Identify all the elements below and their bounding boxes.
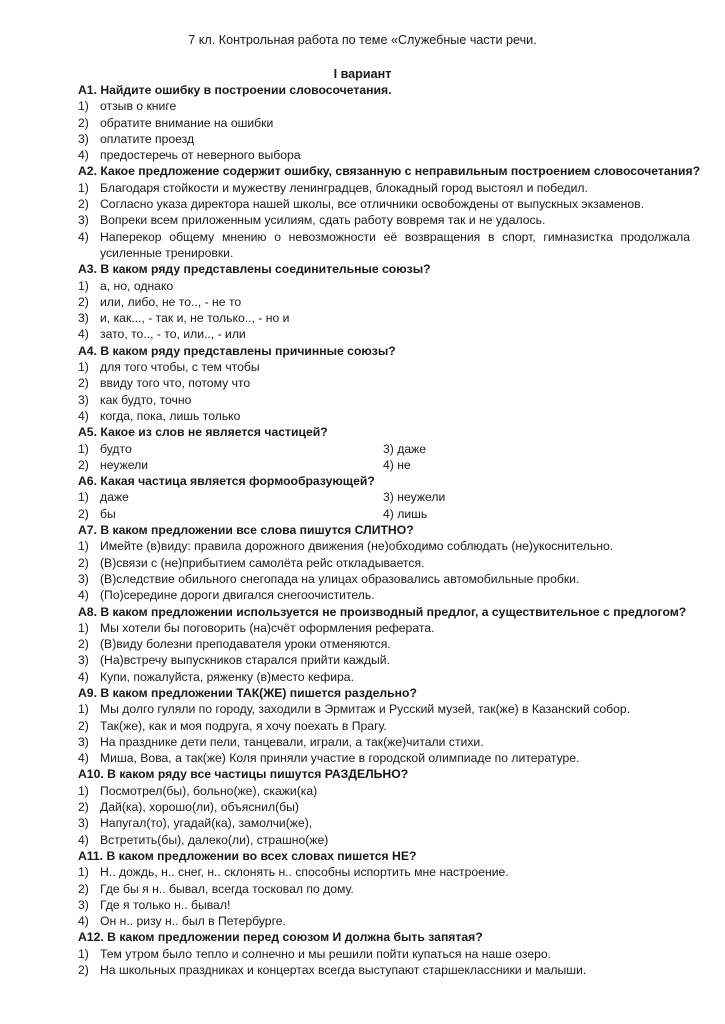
answer-option xyxy=(78,310,690,326)
option-number: 1) xyxy=(78,360,89,375)
option-number: 4) xyxy=(78,148,89,163)
answer-option xyxy=(78,555,690,571)
option-number: 2) xyxy=(78,555,89,570)
option-text: ввиду того что, потому что xyxy=(100,376,251,391)
option-text: Напугал(то), угадай(ка), замолчи(же), xyxy=(100,816,313,831)
option-text: зато, то.., - то, или.., - или xyxy=(100,327,246,342)
question-text: А4. В каком ряду представлены причинные союзы? xyxy=(78,343,396,358)
answer-option xyxy=(78,180,690,196)
option-text: Посмотрел(бы), больно(же), скажи(ка) xyxy=(100,783,318,798)
question-text: А10. В каком ряду все частицы пишутся РАЗДЕЛЬНО? xyxy=(78,767,409,782)
option-second-column: 4) лишь xyxy=(383,506,428,521)
option-number: 4) xyxy=(78,588,89,603)
option-number: 1) xyxy=(78,441,89,456)
answer-option xyxy=(78,131,690,147)
questions-list xyxy=(78,82,701,978)
question-block xyxy=(78,424,690,473)
option-number: 1) xyxy=(78,946,89,961)
option-number: 4) xyxy=(78,408,89,423)
option-text: На празднике дети пели, танцевали, играли, а так(же)читали стихи. xyxy=(100,734,484,749)
question-text: А6. Какая частица является формообразующей? xyxy=(78,474,375,489)
answer-option xyxy=(78,718,690,734)
option-number: 4) xyxy=(78,669,89,684)
answer-option xyxy=(78,652,690,668)
option-text: Купи, пожалуйста, ряженку (в)место кефира. xyxy=(100,669,354,684)
option-number: 3) xyxy=(78,653,89,668)
answer-option xyxy=(78,294,690,310)
option-text: Вопреки всем приложенным усилиям, сдать работу вовремя так и не удалось. xyxy=(100,213,546,228)
answer-option xyxy=(78,587,690,603)
option-number: 3) xyxy=(78,311,89,326)
option-number: 1) xyxy=(78,702,89,717)
option-number: 1) xyxy=(78,865,89,880)
option-number: 2) xyxy=(78,115,89,130)
answer-option xyxy=(78,881,690,897)
answer-option xyxy=(78,897,690,913)
answer-option xyxy=(78,278,690,294)
option-text: обратите внимание на ошибки xyxy=(100,115,274,130)
answer-option xyxy=(78,212,690,228)
option-text: как будто, точно xyxy=(100,392,192,407)
answer-option xyxy=(78,571,690,587)
option-number: 2) xyxy=(78,294,89,309)
option-number: 1) xyxy=(78,180,89,195)
option-number: 1) xyxy=(78,99,89,114)
option-number: 3) xyxy=(78,392,89,407)
option-text: Благодаря стойкости и мужеству ленинградцев, блокадный город выстоял и победил. xyxy=(100,180,588,195)
answer-option xyxy=(78,864,690,880)
option-number: 2) xyxy=(78,457,89,472)
question-block xyxy=(78,766,690,847)
option-text: Н.. дождь, н.. снег, н.. склонять н.. способны испортить мне настроение. xyxy=(100,865,509,880)
option-text: (В)виду болезни преподавателя уроки отменяются. xyxy=(100,637,391,652)
option-number: 1) xyxy=(78,490,89,505)
answer-option xyxy=(78,147,690,163)
option-number: 2) xyxy=(78,506,89,521)
question-block xyxy=(78,473,690,522)
option-text: Тем утром было тепло и солнечно и мы решили пойти купаться на наше озеро. xyxy=(100,946,552,961)
option-text: даже xyxy=(100,490,129,505)
question-block xyxy=(78,163,701,261)
option-text: Наперекор общему мнению о невозможности её возвращения в спорт, гимназистка продолжала усиленные тренировки. xyxy=(100,229,690,260)
document-title: 7 кл. Контрольная работа по теме «Служебные части речи. xyxy=(188,33,537,47)
option-text: Где бы я н.. бывал, всегда тосковал по дому. xyxy=(100,881,354,896)
question-block xyxy=(78,82,690,163)
answer-option xyxy=(78,98,690,114)
option-number: 3) xyxy=(78,734,89,749)
answer-option xyxy=(78,408,690,424)
option-number: 3) xyxy=(78,897,89,912)
question-text: А7. В каком предложении все слова пишутся СЛИТНО? xyxy=(78,523,414,538)
option-text: (В)связи с (не)прибытием самолёта рейс откладывается. xyxy=(100,555,425,570)
answer-option xyxy=(78,701,690,717)
answer-option xyxy=(78,962,690,978)
question-block xyxy=(78,261,690,342)
option-number: 3) xyxy=(78,213,89,228)
option-number: 1) xyxy=(78,620,89,635)
answer-option xyxy=(78,359,690,375)
answer-option-pair xyxy=(78,506,690,522)
option-text: Имейте (в)виду: правила дорожного движения (не)обходимо соблюдать (не)укоснительно. xyxy=(100,539,614,554)
option-number: 2) xyxy=(78,637,89,652)
answer-option-pair xyxy=(78,457,690,473)
option-number: 3) xyxy=(78,131,89,146)
option-text: Согласно указа директора нашей школы, все отличники освобождены от выпускных экзаменов. xyxy=(100,197,645,212)
option-number: 2) xyxy=(78,197,89,212)
answer-option xyxy=(78,946,690,962)
answer-option-pair xyxy=(78,441,690,457)
option-text: неужели xyxy=(100,457,149,472)
option-number: 3) xyxy=(78,571,89,586)
option-text: Где я только н.. бывал! xyxy=(100,897,231,912)
question-block xyxy=(78,929,690,978)
option-second-column: 3) неужели xyxy=(383,490,446,505)
answer-option xyxy=(78,392,690,408)
option-text: для того чтобы, с тем чтобы xyxy=(100,360,260,375)
answer-option xyxy=(78,799,690,815)
option-text: (По)середине дороги двигался снегоочиститель. xyxy=(100,588,375,603)
option-number: 2) xyxy=(78,376,89,391)
option-text: отзыв о книге xyxy=(100,99,177,114)
question-text: А3. В каком ряду представлены соединительные союзы? xyxy=(78,262,431,277)
option-text: Миша, Вова, а так(же) Коля приняли участие в городской олимпиаде по литературе. xyxy=(100,751,580,766)
answer-option xyxy=(78,620,690,636)
option-text: Мы хотели бы поговорить (на)счёт оформления реферата. xyxy=(100,620,435,635)
question-text: А11. В каком предложении во всех словах пишется НЕ? xyxy=(78,848,417,863)
option-text: Так(же), как и моя подруга, я хочу поехать в Прагу. xyxy=(100,718,387,733)
answer-option xyxy=(78,669,690,685)
option-text: когда, пока, лишь только xyxy=(100,408,241,423)
option-number: 4) xyxy=(78,914,89,929)
option-text: будто xyxy=(100,441,132,456)
option-text: Мы долго гуляли по городу, заходили в Эрмитаж и Русский музей, так(же) в Казанский собор. xyxy=(100,702,631,717)
option-number: 2) xyxy=(78,963,89,978)
option-number: 1) xyxy=(78,539,89,554)
question-text: А1. Найдите ошибку в построении словосочетания. xyxy=(78,83,392,97)
option-number: 1) xyxy=(78,783,89,798)
answer-option xyxy=(78,750,690,766)
option-text: Он н.. ризу н.. был в Петербурге. xyxy=(100,914,286,929)
answer-option xyxy=(78,832,690,848)
answer-option xyxy=(78,913,690,929)
answer-option xyxy=(78,783,690,799)
option-number: 1) xyxy=(78,278,89,293)
option-text: На школьных праздниках и концертах всегда выступают старшеклассники и малыши. xyxy=(100,963,587,978)
question-block xyxy=(78,848,690,929)
answer-option xyxy=(78,815,690,831)
question-text: А9. В каком предложении ТАК(ЖЕ) пишется раздельно? xyxy=(78,685,417,700)
option-text: или, либо, не то.., - не то xyxy=(100,294,242,309)
option-text: (На)встречу выпускников старался прийти каждый. xyxy=(100,653,390,668)
answer-option xyxy=(78,375,690,391)
question-block xyxy=(78,343,690,424)
option-text: Встретить(бы), далеко(ли), страшно(же) xyxy=(100,832,329,847)
option-number: 4) xyxy=(78,229,89,244)
question-block xyxy=(78,604,690,685)
option-number: 2) xyxy=(78,718,89,733)
option-text: оплатите проезд xyxy=(100,131,195,146)
option-number: 3) xyxy=(78,816,89,831)
answer-option xyxy=(78,538,690,554)
option-text: бы xyxy=(100,506,116,521)
option-text: и, как..., - так и, не только.., - но и xyxy=(100,311,290,326)
question-block xyxy=(78,685,690,766)
question-text: А8. В каком предложении используется не производный предлог, а существительное с предлогом? xyxy=(78,604,687,619)
question-text: А2. Какое предложение содержит ошибку, связанную с неправильным построением словосочетания? xyxy=(78,164,701,179)
question-text: А5. Какое из слов не является частицей? xyxy=(78,425,328,440)
answer-option xyxy=(78,115,690,131)
option-number: 2) xyxy=(78,800,89,815)
answer-option xyxy=(78,229,690,262)
answer-option xyxy=(78,326,690,342)
option-second-column: 4) не xyxy=(383,457,411,472)
answer-option xyxy=(78,734,690,750)
answer-option xyxy=(78,636,690,652)
variant-heading: I вариант xyxy=(333,67,392,81)
option-number: 4) xyxy=(78,751,89,766)
option-text: Дай(ка), хорошо(ли), объяснил(бы) xyxy=(100,800,299,815)
option-text: а, но, однако xyxy=(100,278,174,293)
option-text: предостеречь от неверного выбора xyxy=(100,148,301,163)
question-text: А12. В каком предложении перед союзом И должна быть запятая? xyxy=(78,930,483,945)
option-number: 4) xyxy=(78,327,89,342)
option-number: 4) xyxy=(78,832,89,847)
option-second-column: 3) даже xyxy=(383,441,427,456)
answer-option-pair xyxy=(78,489,690,505)
question-block xyxy=(78,522,690,603)
option-text: (В)следствие обильного снегопада на улицах образовались автомобильные пробки. xyxy=(100,571,580,586)
option-number: 2) xyxy=(78,881,89,896)
answer-option xyxy=(78,196,690,212)
